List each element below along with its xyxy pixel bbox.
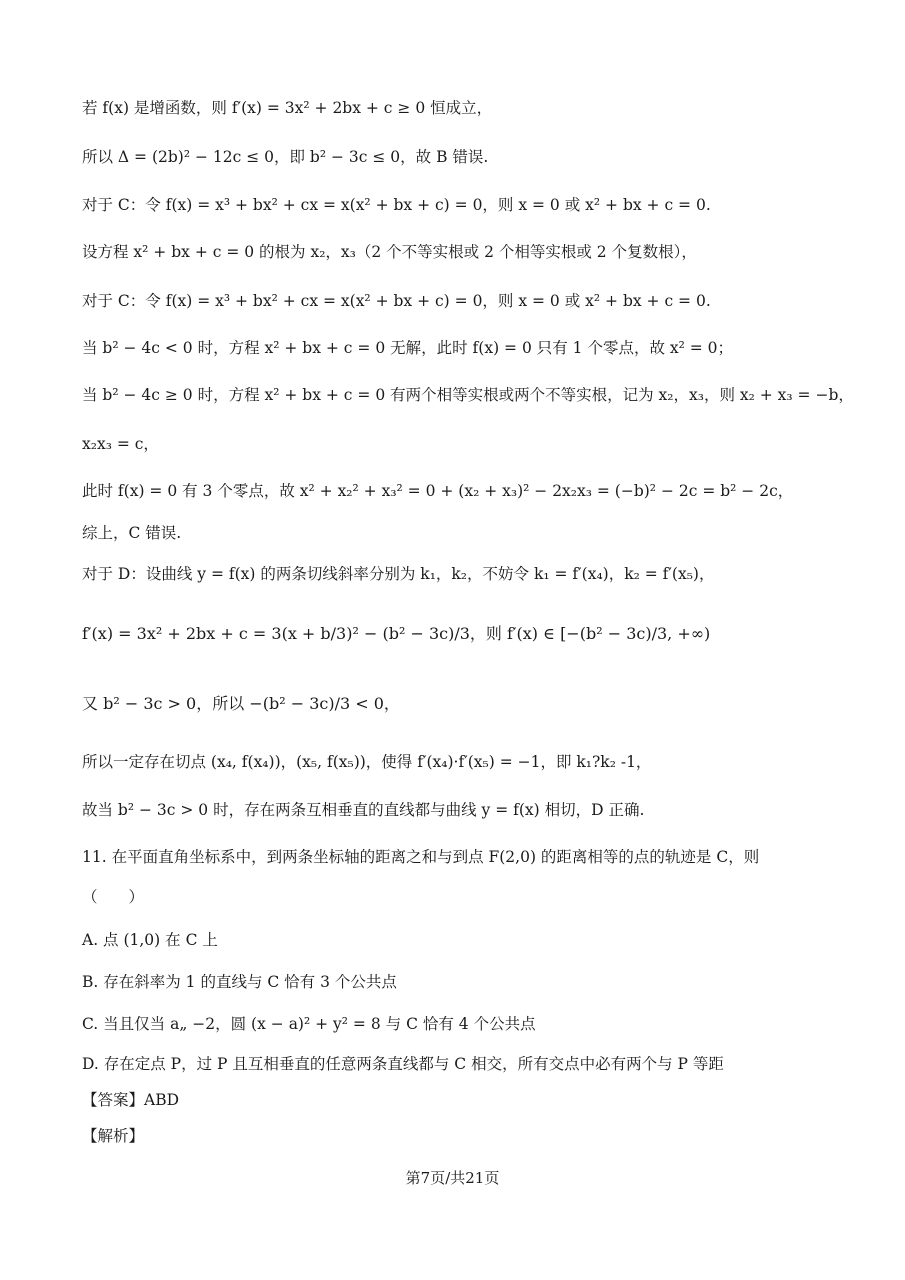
text-line: 故当 b² − 3c > 0 时，存在两条互相垂直的直线都与曲线 y = f(x) 相切，D 正确.: [82, 801, 645, 819]
option-c: C. 当且仅当 a„ −2，圆 (x − a)² + y² = 8 与 C 恰有 4 个公共点: [82, 1015, 536, 1033]
text-line: 所以 Δ = (2b)² − 12c ≤ 0，即 b² − 3c ≤ 0，故 B 错误.: [82, 148, 489, 166]
option-b: B. 存在斜率为 1 的直线与 C 恰有 3 个公共点: [82, 973, 397, 991]
answer-parentheses: （ ）: [82, 888, 145, 906]
question-stem: 11. 在平面直角坐标系中，到两条坐标轴的距离之和与到点 F(2,0) 的距离相等的点的轨迹是 C，则: [82, 848, 760, 866]
text-line: 所以一定存在切点 (x₄, f(x₄))，(x₅, f(x₅))，使得 f′(x₄)·f′(x₅) = −1，即 k₁?k₂ -1，: [82, 753, 652, 771]
formula-line: f′(x) = 3x² + 2bx + c = 3(x + b/3)² − (b² − 3c)/3，则 f′(x) ∈ [−(b² − 3c)/3, +∞): [82, 624, 711, 643]
text-line: 对于 C：令 f(x) = x³ + bx² + cx = x(x² + bx + c) = 0，则 x = 0 或 x² + bx + c = 0.: [82, 196, 711, 214]
text-line: 综上，C 错误.: [82, 524, 182, 542]
text-line: 设方程 x² + bx + c = 0 的根为 x₂，x₃（2 个不等实根或 2 个相等实根或 2 个复数根），: [82, 243, 697, 261]
formula-line: 又 b² − 3c > 0，所以 −(b² − 3c)/3 < 0，: [82, 694, 400, 713]
answer-label: 【答案】ABD: [82, 1091, 180, 1109]
text-line: 对于 D：设曲线 y = f(x) 的两条切线斜率分别为 k₁，k₂，不妨令 k₁ = f′(x₄)，k₂ = f′(x₅)，: [82, 565, 715, 583]
text-line: 当 b² − 4c ≥ 0 时，方程 x² + bx + c = 0 有两个相等实根或两个不等实根，记为 x₂，x₃，则 x₂ + x₃ = −b，: [82, 386, 854, 404]
text-line: x₂x₃ = c，: [82, 435, 159, 453]
option-d: D. 存在定点 P，过 P 且互相垂直的任意两条直线都与 C 相交，所有交点中必有两个与 P 等距: [82, 1055, 724, 1073]
text-line: 对于 C：令 f(x) = x³ + bx² + cx = x(x² + bx + c) = 0，则 x = 0 或 x² + bx + c = 0.: [82, 292, 711, 310]
analysis-label: 【解析】: [82, 1127, 145, 1145]
option-a: A. 点 (1,0) 在 C 上: [82, 931, 218, 949]
text-line: 此时 f(x) = 0 有 3 个零点，故 x² + x₂² + x₃² = 0 + (x₂ + x₃)² − 2x₂x₃ = (−b)² − 2c = b² − 2c，: [82, 482, 794, 500]
page-footer: 第7页/共21页: [405, 1169, 500, 1187]
text-line: 若 f(x) 是增函数，则 f′(x) = 3x² + 2bx + c ≥ 0 恒成立，: [82, 99, 493, 117]
text-line: 当 b² − 4c < 0 时，方程 x² + bx + c = 0 无解，此时 f(x) = 0 只有 1 个零点，故 x² = 0；: [82, 339, 734, 357]
